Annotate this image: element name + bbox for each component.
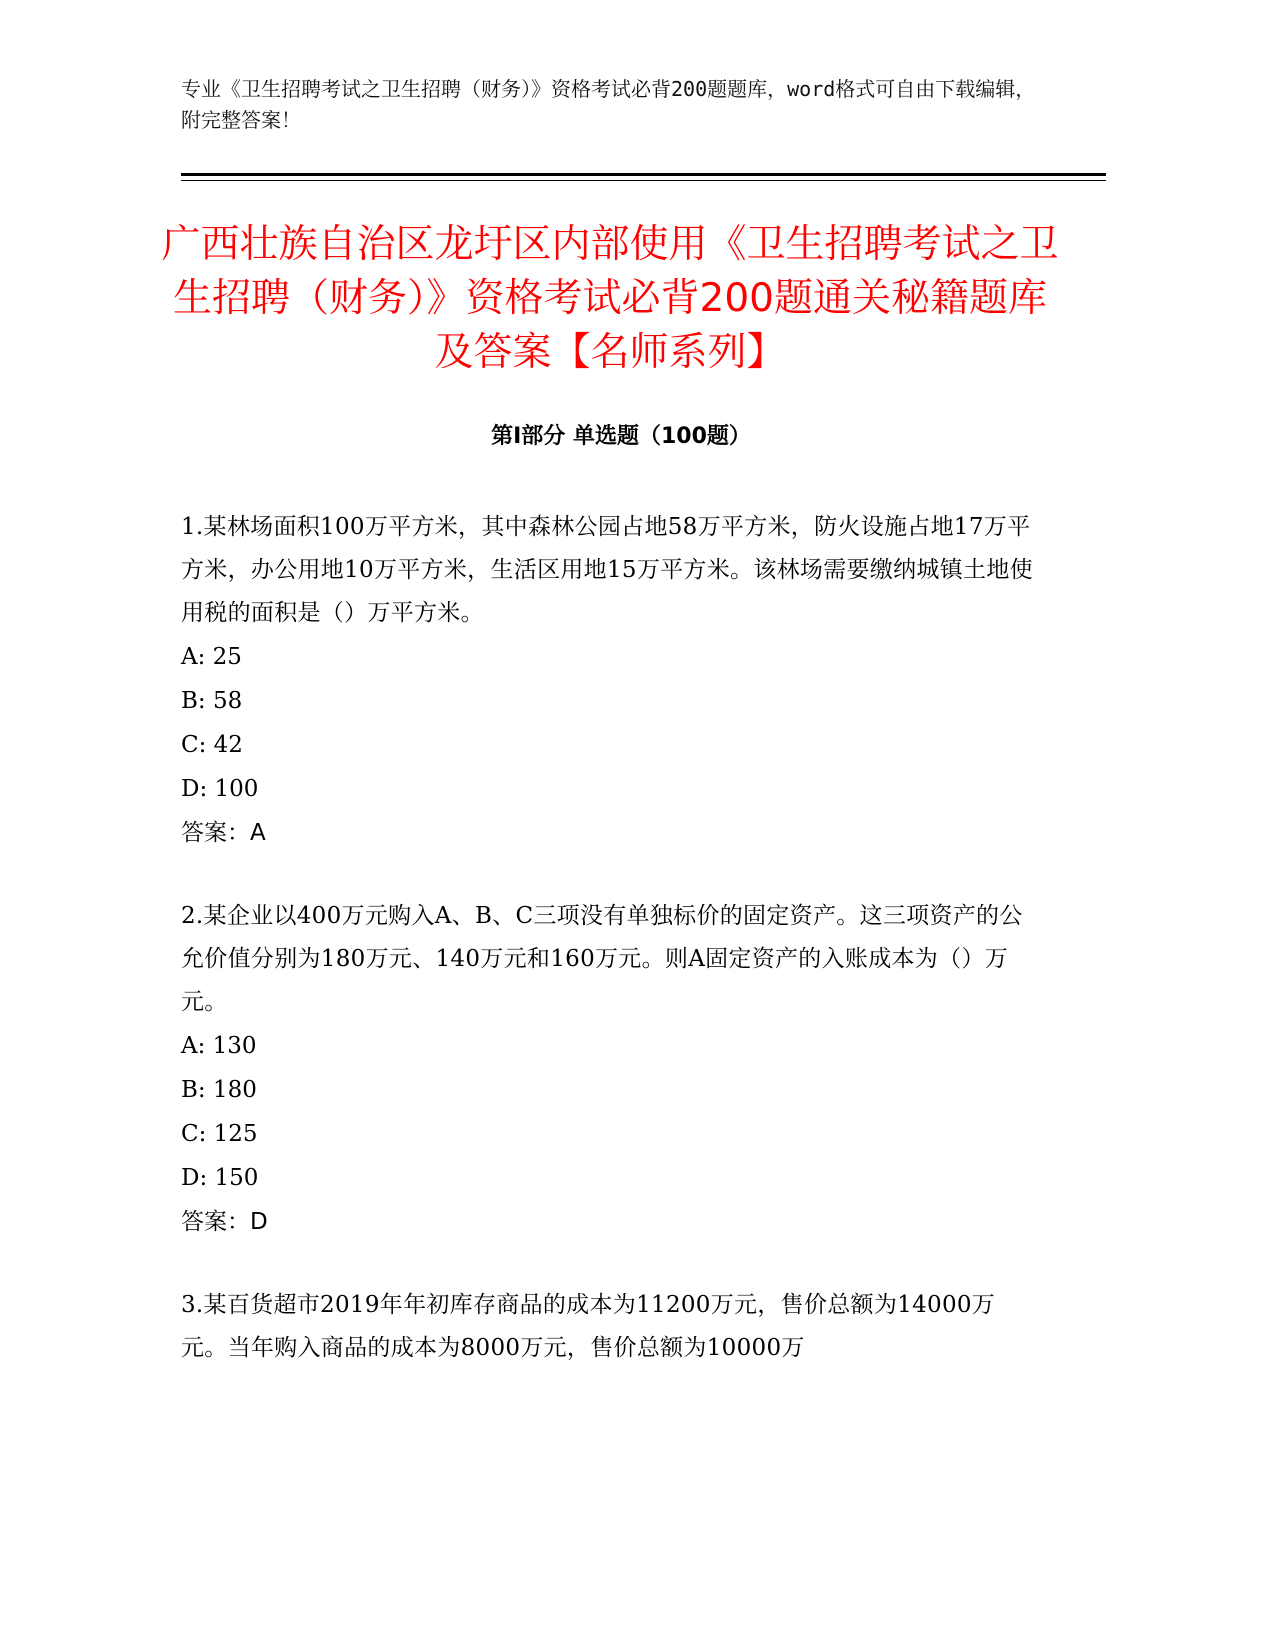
option-c: C: 42 [181, 732, 243, 758]
option-a: A: 25 [181, 644, 242, 670]
answer: 答案：D [181, 1209, 268, 1235]
question-stem: 2.某企业以400万元购入A、B、C三项没有单独标价的固定资产。这三项资产的公允价值分别为180万元、140万元和160万元。则A固定资产的入账成本为（）万元。 [181, 903, 1023, 1015]
question-2 [181, 895, 1041, 1244]
option-d: D: 100 [181, 776, 259, 802]
question-3 [181, 1284, 1041, 1370]
answer: 答案：A [181, 820, 266, 846]
question-stem: 1.某林场面积100万平方米，其中森林公园占地58万平方米，防火设施占地17万平方米，办公用地10万平方米，生活区用地15万平方米。该林场需要缴纳城镇土地使用税的面积是（）万平方米。 [181, 514, 1033, 626]
header-rule-thin [181, 180, 1106, 181]
question-list [181, 506, 1041, 1410]
option-c: C: 125 [181, 1121, 258, 1147]
header-note: 专业《卫生招聘考试之卫生招聘（财务）》资格考试必背200题题库，word格式可自由下载编辑，附完整答案！ [181, 77, 1036, 132]
header-rule-thick [181, 173, 1106, 176]
section-title: 第I部分 单选题（100题） [491, 424, 751, 449]
option-d: D: 150 [181, 1165, 259, 1191]
question-1 [181, 506, 1041, 855]
question-stem: 3.某百货超市2019年年初库存商品的成本为11200万元，售价总额为14000万元。当年购入商品的成本为8000万元，售价总额为10000万 [181, 1292, 996, 1361]
document-title: 广西壮族自治区龙圩区内部使用《卫生招聘考试之卫生招聘（财务）》资格考试必背200题通关秘籍题库及答案【名师系列】 [161, 222, 1059, 375]
option-b: B: 180 [181, 1077, 257, 1103]
option-a: A: 130 [181, 1033, 257, 1059]
option-b: B: 58 [181, 688, 243, 714]
